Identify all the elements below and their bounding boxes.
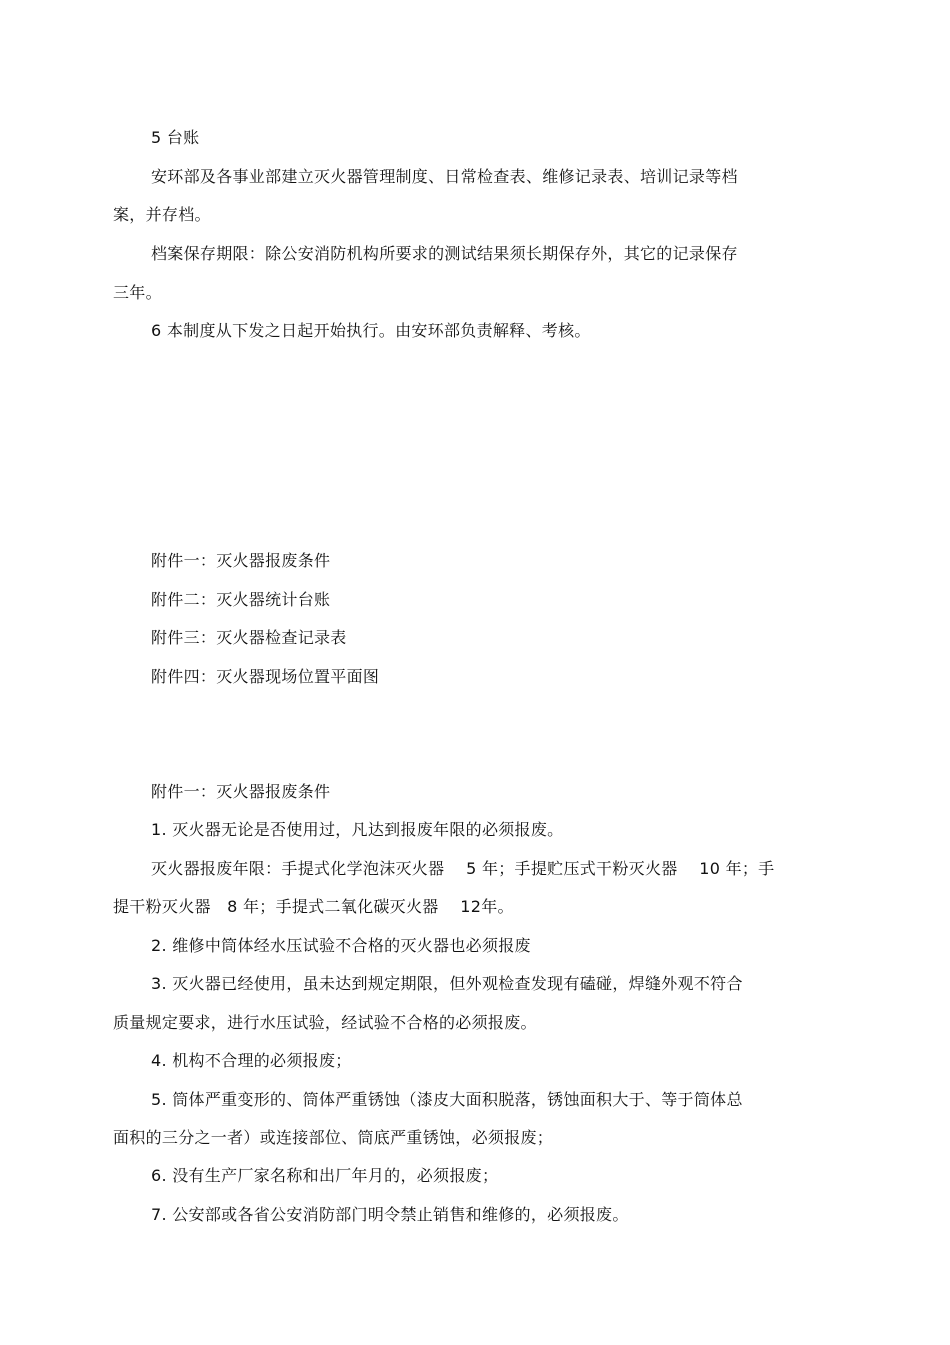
attachment-3: 附件三：灭火器检查记录表 — [151, 628, 347, 647]
appendix1-item5-line1: 5. 筒体严重变形的、筒体严重锈蚀（漆皮大面积脱落，锈蚀面积大于、等于筒体总 — [151, 1090, 743, 1109]
section5-para1-line1: 安环部及各事业部建立灭火器管理制度、日常检查表、维修记录表、培训记录等档 — [151, 167, 738, 186]
appendix1-item1: 1. 灭火器无论是否使用过，凡达到报废年限的必须报废。 — [151, 820, 564, 839]
section5-heading: 5 台账 — [151, 128, 200, 147]
appendix1-item6: 6. 没有生产厂家名称和出厂年月的，必须报废； — [151, 1166, 499, 1185]
section5-para1-line2: 案，并存档。 — [113, 205, 211, 224]
appendix1-item2: 2. 维修中筒体经水压试验不合格的灭火器也必须报废 — [151, 936, 531, 955]
appendix1-years-line2: 提干粉灭火器 8 年；手提式二氧化碳灭火器 12年。 — [113, 897, 514, 916]
attachment-1: 附件一：灭火器报废条件 — [151, 551, 331, 570]
appendix1-item3-line2: 质量规定要求，进行水压试验，经试验不合格的必须报废。 — [113, 1013, 537, 1032]
appendix1-item5-line2: 面积的三分之一者）或连接部位、筒底严重锈蚀，必须报废； — [113, 1128, 554, 1147]
appendix1-item4: 4. 机构不合理的必须报废； — [151, 1051, 352, 1070]
appendix1-item3-line1: 3. 灭火器已经使用，虽未达到规定期限，但外观检查发现有磕碰，焊缝外观不符合 — [151, 974, 743, 993]
appendix1-title: 附件一：灭火器报废条件 — [151, 782, 331, 801]
attachment-4: 附件四：灭火器现场位置平面图 — [151, 667, 380, 686]
section5-para2-line1: 档案保存期限：除公安消防机构所要求的测试结果须长期保存外，其它的记录保存 — [151, 244, 738, 263]
attachment-2: 附件二：灭火器统计台账 — [151, 590, 331, 609]
appendix1-item7: 7. 公安部或各省公安消防部门明令禁止销售和维修的，必须报废。 — [151, 1205, 629, 1224]
section5-para2-line2: 三年。 — [113, 283, 162, 302]
appendix1-years-line1: 灭火器报废年限：手提式化学泡沫灭火器 5 年；手提贮压式干粉灭火器 10 年；手 — [151, 859, 775, 878]
section6-text: 6 本制度从下发之日起开始执行。由安环部负责解释、考核。 — [151, 321, 591, 340]
